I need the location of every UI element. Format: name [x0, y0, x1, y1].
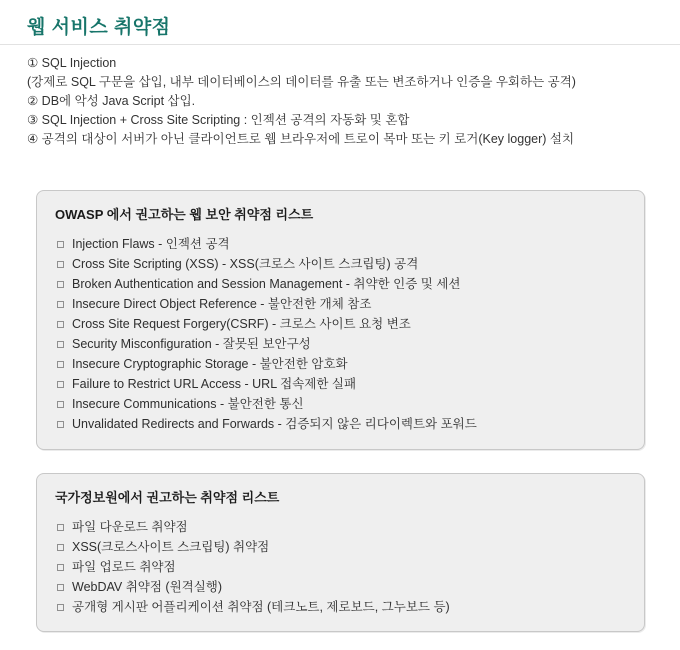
- nis-vulnerability-list: [55, 517, 626, 617]
- intro-line: ② DB에 악성 Java Script 삽입.: [27, 94, 196, 108]
- intro-line: ③ SQL Injection + Cross Site Scripting : 인젝션 공격의 자동화 및 혼합: [27, 113, 410, 127]
- square-bullet-icon: [57, 421, 64, 428]
- square-bullet-icon: [57, 241, 64, 248]
- square-bullet-icon: [57, 301, 64, 308]
- list-item-label: Unvalidated Redirects and Forwards - 검증되지 않은 리다이렉트와 포워드: [72, 417, 477, 431]
- list-item: [55, 374, 626, 394]
- list-item: [55, 274, 626, 294]
- square-bullet-icon: [57, 524, 64, 531]
- list-item: [55, 394, 626, 414]
- list-item-label: Cross Site Scripting (XSS) - XSS(크로스 사이트 스크립팅) 공격: [72, 257, 419, 271]
- square-bullet-icon: [57, 401, 64, 408]
- square-bullet-icon: [57, 584, 64, 591]
- list-item: [55, 537, 626, 557]
- intro-line: (강제로 SQL 구문을 삽입, 내부 데이터베이스의 데이터를 유출 또는 변조하거나 인증을 우회하는 공격): [27, 75, 576, 89]
- owasp-box-title: OWASP 에서 권고하는 웹 보안 취약점 리스트: [55, 207, 314, 222]
- list-item-label: Security Misconfiguration - 잘못된 보안구성: [72, 337, 311, 351]
- square-bullet-icon: [57, 544, 64, 551]
- list-item: [55, 557, 626, 577]
- list-item-label: WebDAV 취약점 (원격실행): [72, 580, 223, 594]
- list-item-label: 파일 업로드 취약점: [72, 560, 176, 574]
- owasp-vulnerability-list: [55, 234, 626, 434]
- list-item-label: Injection Flaws - 인젝션 공격: [72, 237, 230, 251]
- title-divider: [0, 44, 680, 45]
- intro-line: ① SQL Injection: [27, 56, 117, 70]
- owasp-vulnerability-box: [36, 190, 645, 450]
- list-item-label: Failure to Restrict URL Access - URL 접속제한 실패: [72, 377, 357, 391]
- list-item: [55, 334, 626, 354]
- list-item-label: Insecure Direct Object Reference - 불안전한 개체 참조: [72, 297, 372, 311]
- list-item-label: Insecure Cryptographic Storage - 불안전한 암호화: [72, 357, 348, 371]
- square-bullet-icon: [57, 381, 64, 388]
- list-item: [55, 294, 626, 314]
- list-item-label: 공개형 게시판 어플리케이션 취약점 (테크노트, 제로보드, 그누보드 등): [72, 600, 450, 614]
- square-bullet-icon: [57, 321, 64, 328]
- list-item-label: Broken Authentication and Session Management - 취약한 인증 및 세션: [72, 277, 461, 291]
- list-item: [55, 314, 626, 334]
- list-item-label: XSS(크로스사이트 스크립팅) 취약점: [72, 540, 270, 554]
- page-title: 웹 서비스 취약점: [27, 17, 171, 38]
- list-item: [55, 354, 626, 374]
- square-bullet-icon: [57, 564, 64, 571]
- intro-paragraph: [27, 54, 667, 149]
- square-bullet-icon: [57, 604, 64, 611]
- nis-vulnerability-box: [36, 473, 645, 632]
- intro-line: ④ 공격의 대상이 서버가 아닌 클라이언트로 웹 브라우저에 트로이 목마 또는 키 로거(Key logger) 설치: [27, 132, 575, 146]
- square-bullet-icon: [57, 341, 64, 348]
- list-item: [55, 517, 626, 537]
- square-bullet-icon: [57, 281, 64, 288]
- list-item: [55, 254, 626, 274]
- list-item-label: Insecure Communications - 불안전한 통신: [72, 397, 304, 411]
- list-item: [55, 577, 626, 597]
- list-item: [55, 597, 626, 617]
- list-item-label: 파일 다운로드 취약점: [72, 520, 188, 534]
- list-item: [55, 414, 626, 434]
- list-item-label: Cross Site Request Forgery(CSRF) - 크로스 사이트 요청 변조: [72, 317, 411, 331]
- square-bullet-icon: [57, 361, 64, 368]
- nis-box-title: 국가정보원에서 권고하는 취약점 리스트: [55, 490, 280, 505]
- list-item: [55, 234, 626, 254]
- square-bullet-icon: [57, 261, 64, 268]
